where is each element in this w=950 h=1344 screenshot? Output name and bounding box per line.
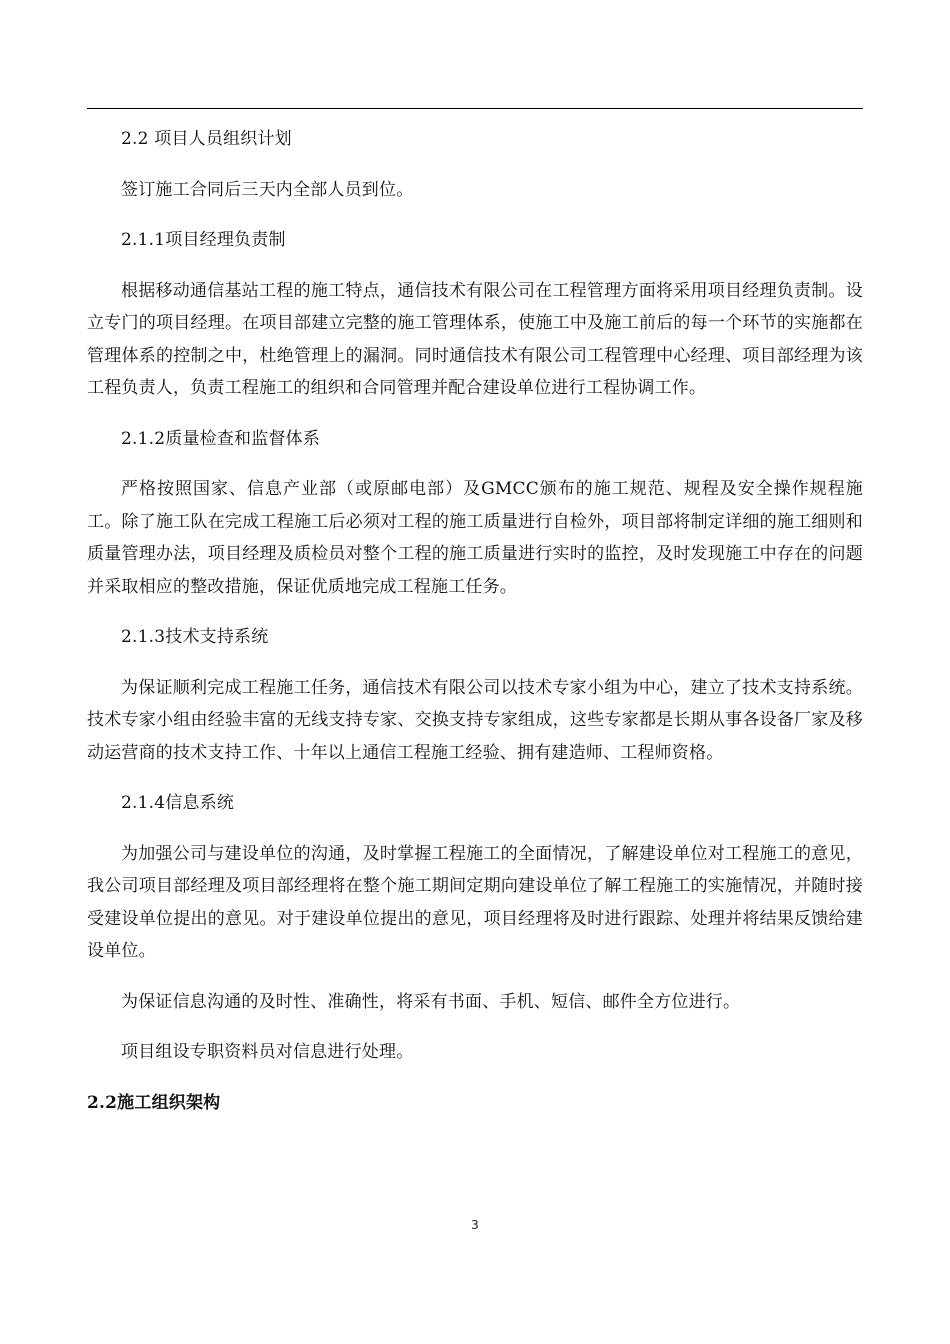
paragraph-project-manager-responsibility: 根据移动通信基站工程的施工特点，通信技术有限公司在工程管理方面将采用项目经理负责制。设立专门的项目经理。在项目部建立完整的施工管理体系，使施工中及施工前后的每一个环节的实施都在管理体系的控制之中，杜绝管理上的漏洞。同时通信技术有限公司工程管理中心经理、项目部经理为该工程负责人，负责工程施工的组织和合同管理并配合建设单位进行工程协调工作。 [87, 280, 863, 398]
heading-information-system: 2.1.4信息系统 [121, 793, 235, 813]
paragraph-staff-arrival: 签订施工合同后三天内全部人员到位。 [121, 179, 414, 200]
paragraph-technical-support: 为保证顺利完成工程施工任务，通信技术有限公司以技术专家小组为中心，建立了技术支持系统。技术专家小组由经验丰富的无线支持专家、交换支持专家组成，这些专家都是长期从事各设备厂家及移动运营商的技术支持工作、十年以上通信工程施工经验、拥有建造师、工程师资格。 [87, 677, 863, 763]
header-rule [87, 108, 863, 109]
document-body [87, 123, 863, 1119]
heading-project-manager-responsibility: 2.1.1项目经理负责制 [121, 230, 286, 250]
page-number: 3 [471, 1218, 479, 1232]
paragraph-quality-inspection: 严格按照国家、信息产业部（或原邮电部）及GMCC颁布的施工规范、规程及安全操作规程施工。除了施工队在完成工程施工后必须对工程的施工质量进行自检外，项目部将制定详细的施工细则和质量管理办法，项目经理及质检员对整个工程的施工质量进行实时的监控，及时发现施工中存在的问题并采取相应的整改措施，保证优质地完成工程施工任务。 [87, 479, 863, 597]
heading-technical-support: 2.1.3技术支持系统 [121, 627, 269, 647]
paragraph-information-communication: 为加强公司与建设单位的沟通，及时掌握工程施工的全面情况，了解建设单位对工程施工的意见，我公司项目部经理及项目部经理将在整个施工期间定期向建设单位了解工程施工的实施情况，并随时接受建设单位提出的意见。对于建设单位提出的意见，项目经理将及时进行跟踪、处理并将结果反馈给建设单位。 [87, 843, 863, 961]
paragraph-communication-methods: 为保证信息沟通的及时性、准确性，将采有书面、手机、短信、邮件全方位进行。 [121, 991, 741, 1012]
paragraph-document-clerk: 项目组设专职资料员对信息进行处理。 [121, 1042, 414, 1062]
heading-quality-inspection: 2.1.2质量检查和监督体系 [121, 428, 321, 449]
section-heading-organization-structure: 2.2施工组织架构 [87, 1092, 221, 1113]
heading-project-staffing-plan: 2.2 项目人员组织计划 [121, 129, 292, 149]
